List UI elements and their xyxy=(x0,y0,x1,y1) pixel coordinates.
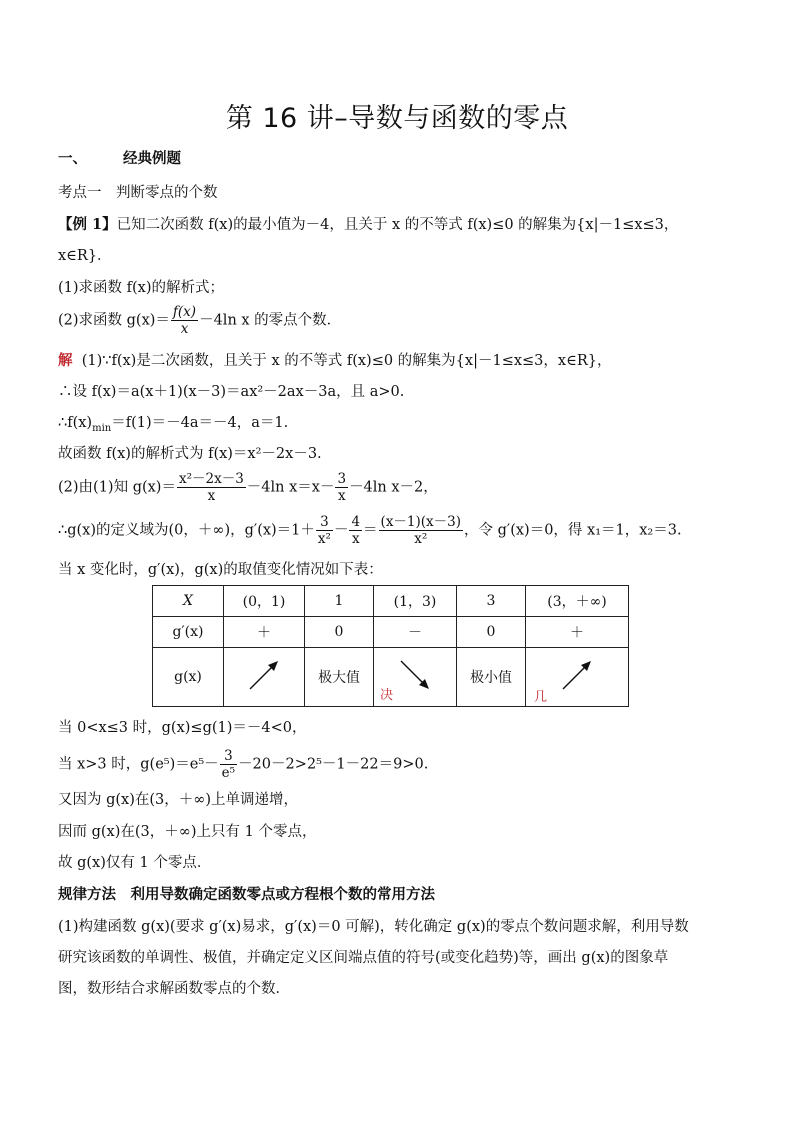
example-line-2: x∈R}． xyxy=(58,248,112,264)
margin-note: 几 xyxy=(534,690,548,705)
fraction-denominator: x xyxy=(337,488,346,504)
solution-5-mid: －4ln x＝x－ xyxy=(246,479,335,496)
question-2-fraction xyxy=(171,304,198,337)
solution-6-pre: ∴g(x)的定义域为(0，＋∞)，g′(x)＝1＋ xyxy=(58,522,315,539)
method-line-3: 图，数形结合求解函数零点的个数． xyxy=(58,981,290,997)
solution-line-2: ∴设 f(x)＝a(x＋1)(x－3)＝ax²－2ax－3a，且 a>0. xyxy=(58,384,405,400)
table-cell: 0 xyxy=(457,617,526,648)
solution-6-fraction-2 xyxy=(349,514,362,547)
solution-5-fraction-2 xyxy=(335,471,348,504)
table-cell: － xyxy=(374,617,457,648)
section-heading xyxy=(58,152,181,167)
example-text-1: 已知二次函数 f(x)的最小值为－4，且关于 x 的不等式 f(x)≤0 的解集为{x|－1≤x≤3， xyxy=(116,217,679,233)
after-line-3: 又因为 g(x)在(3，＋∞)上单调递增， xyxy=(58,792,298,808)
topic-heading: 考点一 判断零点的个数 xyxy=(58,185,218,201)
solution-line-6 xyxy=(58,514,682,547)
down-arrow-icon xyxy=(395,657,435,693)
fraction-denominator: x xyxy=(351,531,360,547)
section-label: 经典例题 xyxy=(123,150,181,167)
solution-6-fraction-1 xyxy=(316,514,333,547)
solution-6-fraction-3 xyxy=(379,514,463,547)
table-cell: ＋ xyxy=(224,617,305,648)
solution-text-1: (1)∵f(x)是二次函数，且关于 x 的不等式 f(x)≤0 的解集为{x|－1≤x≤3，x∈R}， xyxy=(81,353,612,369)
solution-6-equals: ＝ xyxy=(363,522,378,539)
table-cell xyxy=(374,648,457,707)
after-line-1: 当 0<x≤3 时，g(x)≤g(1)＝－4<0， xyxy=(58,720,307,736)
page-title: 第 16 讲–导数与函数的零点 xyxy=(225,103,569,134)
example-line-1 xyxy=(58,218,678,233)
solution-6-minus: － xyxy=(333,522,349,539)
table-cell: 极小值 xyxy=(457,648,526,707)
solution-5-post: －4ln x－2， xyxy=(349,479,438,496)
example-tag: 【例 1】 xyxy=(58,216,117,233)
table-cell: 3 xyxy=(457,586,526,617)
table-row xyxy=(153,586,629,617)
fraction-numerator: 3 xyxy=(337,471,347,487)
table-cell: 0 xyxy=(305,617,374,648)
method-line-1: (1)构建函数 g(x)(要求 g′(x)易求，g′(x)＝0 可解)，转化确定 g(x)的零点个数问题求解，利用导数 xyxy=(58,919,689,935)
question-2-pre: (2)求函数 g(x)＝ xyxy=(58,312,170,329)
method-line-2: 研究该函数的单调性、极值，并确定定义区间端点值的符号(或变化趋势)等，画出 g(x)的图象草 xyxy=(58,950,669,966)
table-cell: g′(x) xyxy=(153,617,224,648)
fraction-numerator: (x－1)(x－3) xyxy=(380,514,462,530)
up-arrow-icon xyxy=(244,657,284,693)
solution-line-4: 故函数 f(x)的解析式为 f(x)＝x²－2x－3. xyxy=(58,446,322,462)
fraction-numerator: 3 xyxy=(316,514,333,531)
fraction-numerator: x²－2x－3 xyxy=(178,471,244,487)
question-2 xyxy=(58,304,341,337)
solution-line-5 xyxy=(58,471,438,504)
table-cell: 极大值 xyxy=(305,648,374,707)
after-2-pre: 当 x>3 时，g(e⁵)＝e⁵－ xyxy=(58,756,219,773)
fraction-denominator: x xyxy=(180,321,189,337)
after-line-5: 故 g(x)仅有 1 个零点． xyxy=(58,855,212,871)
solution-line-1 xyxy=(58,354,611,369)
solution-label: 解 xyxy=(58,352,73,369)
table-cell: X xyxy=(153,586,224,617)
fraction-numerator: 3 xyxy=(220,748,237,765)
fraction-numerator: f(x) xyxy=(172,304,197,320)
fraction-denominator: x² xyxy=(317,531,331,547)
solution-line-7: 当 x 变化时，g′(x)，g(x)的取值变化情况如下表： xyxy=(58,562,383,578)
table-row xyxy=(153,648,629,707)
after-line-4: 因而 g(x)在(3，＋∞)上只有 1 个零点， xyxy=(58,824,317,840)
solution-3-sub: min xyxy=(92,423,112,434)
after-line-2 xyxy=(58,748,428,781)
solution-line-3 xyxy=(58,415,289,434)
table-cell: (3，＋∞) xyxy=(526,586,629,617)
fraction-denominator: x² xyxy=(414,531,428,547)
table-cell: (0，1) xyxy=(224,586,305,617)
question-1: (1)求函数 f(x)的解析式； xyxy=(58,280,225,296)
solution-6-post: ，令 g′(x)＝0，得 x₁＝1，x₂＝3. xyxy=(464,522,682,539)
variation-table xyxy=(152,585,629,707)
table-cell: 1 xyxy=(305,586,374,617)
table-cell: g(x) xyxy=(153,648,224,707)
solution-3-post: ＝f(1)＝－4a＝－4，a＝1. xyxy=(111,415,289,431)
fraction-denominator: x xyxy=(207,488,216,504)
table-cell xyxy=(526,648,629,707)
table-cell: (1，3) xyxy=(374,586,457,617)
solution-3-pre: ∴f(x) xyxy=(58,415,93,431)
solution-5-fraction-1 xyxy=(177,471,246,504)
table-cell xyxy=(224,648,305,707)
method-heading: 规律方法 利用导数确定函数零点或方程根个数的常用方法 xyxy=(58,886,435,903)
fraction-denominator: e⁵ xyxy=(221,765,236,781)
after-2-fraction xyxy=(220,748,237,781)
up-arrow-icon xyxy=(557,657,597,693)
after-2-post: －20－2>2⁵－1－22＝9>0. xyxy=(238,756,429,773)
question-2-post: －4ln x 的零点个数． xyxy=(199,312,342,329)
table-cell: ＋ xyxy=(526,617,629,648)
fraction-numerator: 4 xyxy=(351,514,361,530)
section-number: 一、 xyxy=(58,150,87,167)
table-row xyxy=(153,617,629,648)
solution-5-pre: (2)由(1)知 g(x)＝ xyxy=(58,479,176,496)
margin-note: 决 xyxy=(380,688,394,703)
